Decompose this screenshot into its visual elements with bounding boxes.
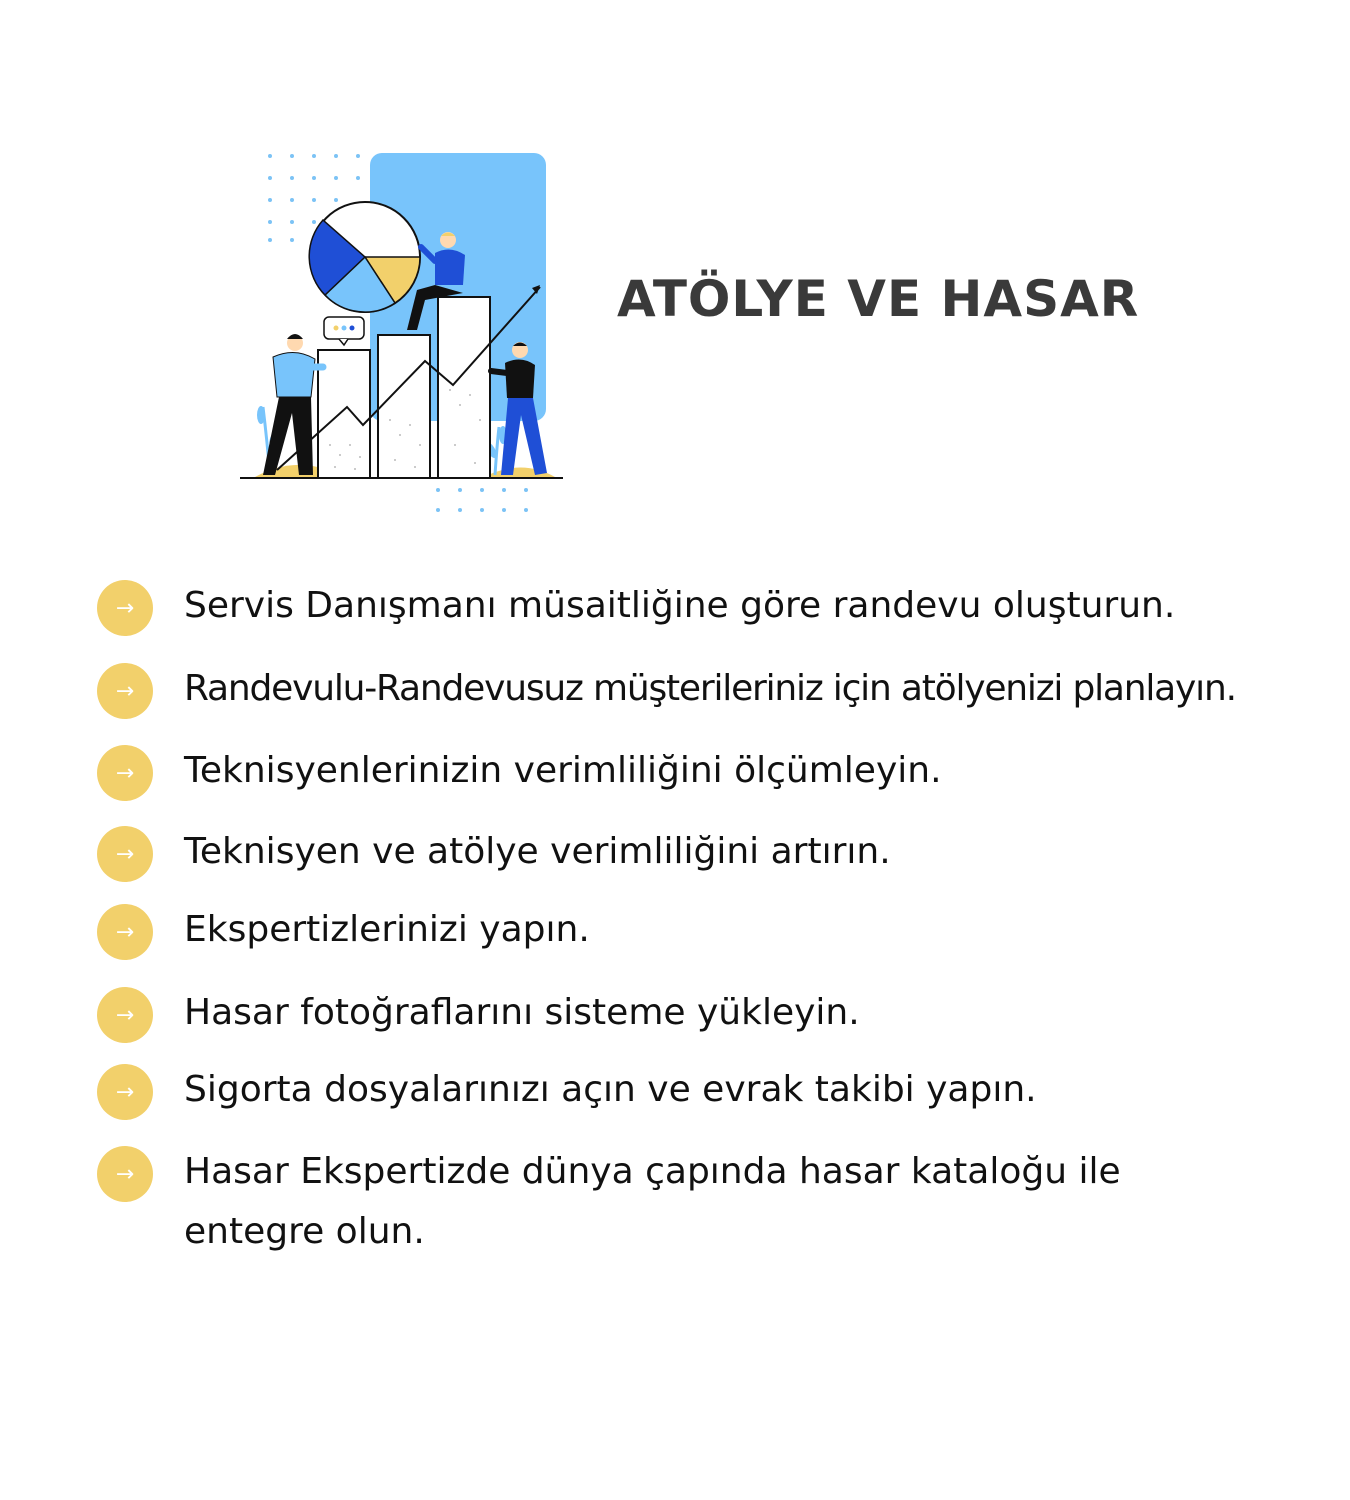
list-item-text: Randevulu-Randevusuz müşterileriniz için atölyenizi planlayın. bbox=[184, 668, 1236, 709]
arrow-right-icon: → bbox=[97, 745, 153, 801]
hero-section bbox=[0, 0, 1350, 540]
list-item-text: Ekspertizlerinizi yapın. bbox=[184, 909, 590, 950]
page-title: ATÖLYE VE HASAR bbox=[617, 270, 1140, 328]
arrow-right-icon: → bbox=[97, 904, 153, 960]
list-item-text: Teknisyen ve atölye verimliliğini artırın. bbox=[184, 831, 891, 872]
list-item bbox=[97, 1064, 1337, 1120]
arrow-right-icon: → bbox=[97, 1146, 153, 1202]
arrow-right-icon: → bbox=[97, 580, 153, 636]
list-item bbox=[97, 987, 1337, 1043]
person-left bbox=[263, 334, 323, 475]
list-item-text: Hasar Ekspertizde dünya çapında hasar kataloğu ile entegre olun. bbox=[184, 1151, 1121, 1252]
analytics-team-illustration bbox=[235, 145, 575, 525]
arrow-right-icon: → bbox=[97, 663, 153, 719]
dot-pattern-bottom bbox=[436, 488, 528, 512]
list-item bbox=[97, 580, 1337, 636]
list-item-text: Hasar fotoğraflarını sisteme yükleyin. bbox=[184, 992, 860, 1033]
list-item-text: Sigorta dosyalarınızı açın ve evrak takibi yapın. bbox=[184, 1069, 1037, 1110]
list-item-text: Servis Danışmanı müsaitliğine göre randevu oluşturun. bbox=[184, 585, 1176, 626]
list-item bbox=[97, 745, 1337, 801]
list-item bbox=[97, 904, 1337, 960]
chat-bubble-icon bbox=[324, 317, 364, 345]
pie-chart bbox=[309, 202, 420, 312]
list-item bbox=[97, 826, 1337, 882]
arrow-right-icon: → bbox=[97, 987, 153, 1043]
list-item-text: Teknisyenlerinizin verimliliğini ölçümleyin. bbox=[184, 750, 942, 791]
list-item bbox=[97, 663, 1337, 719]
list-item bbox=[97, 1146, 1207, 1262]
arrow-right-icon: → bbox=[97, 1064, 153, 1120]
arrow-right-icon: → bbox=[97, 826, 153, 882]
